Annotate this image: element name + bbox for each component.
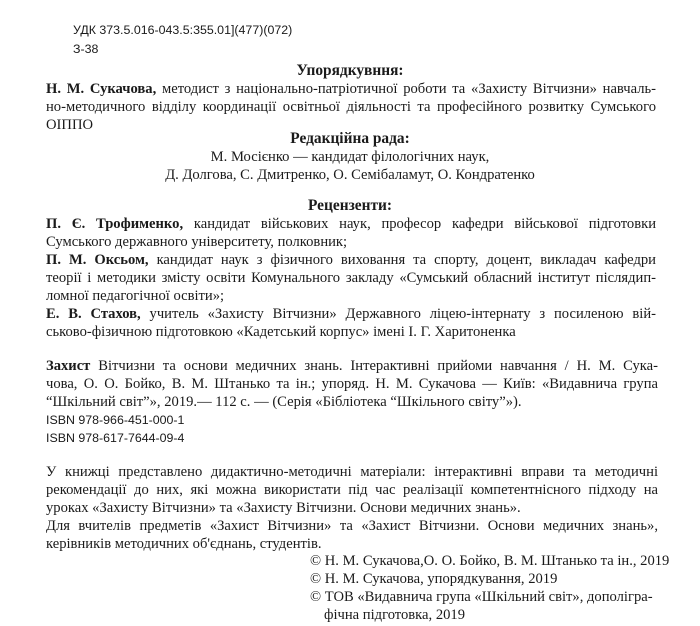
reviewer-1-role: кандидат військових наук, професор кафедри військової підготовки [193,216,656,232]
compiler-heading: Упорядкувння: [296,62,404,79]
catalog-line-1 [46,357,658,375]
isbn-1: ISBN 978-966-451-000-1 [46,413,185,427]
catalog-line-2: чова, О. О. Бойко, В. М. Штанько та ін.; упоряд. Н. М. Сукачова — Київ: «Видавнича група [46,376,658,392]
reviewer-3-role: учитель «Захисту Вітчизни» Державного ліцею-інтернату з посиленою вій- [149,306,656,322]
annotation-line-3: уроках «Захисту Вітчизни» та «Захисту Вітчизни. Основи медичних знань». [46,500,521,516]
reviewer-2-name: П. М. Оксьом, [46,252,149,268]
reviewer-2-line-1 [46,251,656,269]
reviewer-3-line-2: ськово-фізичною підготовкою «Кадетський корпус» імені І. Г. Харитоненка [46,324,516,340]
board-line-1: М. Мосієнко — кандидат філологічних наук, [210,149,490,165]
board-line-2: Д. Долгова, С. Дмитренко, О. Семібаламут, О. Кондратенко [165,167,535,183]
compiler-line-2: но-методичного відділу координації освітньої діяльності та професійного розвитку Сумського ОІППО [46,99,656,133]
reviewer-2-line-2: теорії і методики змісту освіти Комунального закладу «Сумський обласний інститут післядип- [46,270,656,286]
reviewer-2-line-3: ломної педагогічної освіти»; [46,288,225,304]
copyright-line-4: фічна підготовка, 2019 [324,607,466,623]
reviewer-1-line-2: Сумського державного університету, полковник; [46,234,348,250]
catalog-line-3: “Шкільний світ”», 2019.— 112 с. — (Серія «Бібліотека “Шкільного світу”»). [46,394,522,410]
annotation-line-1: У книжці представлено дидактично-методичні матеріали: інтерактивні вправи та методичні [46,464,658,480]
compiler-line-1 [46,80,656,98]
annotation-line-2: рекомендації до них, які можна використати під час реалізації компетентнісного підходу на [46,482,658,498]
isbn-2: ISBN 978-617-7644-09-4 [46,431,185,445]
reviewer-1-name: П. Є. Трофименко, [46,216,184,232]
compiler-role: методист з національно-патріотичної роботи та «Захисту Вітчизни» навчаль- [162,81,656,97]
catalog-title-word: Захист [46,358,91,374]
copyright-line-3: © ТОВ «Видавнича група «Шкільний світ», дополігра- [310,589,653,605]
author-mark: З-38 [73,42,99,56]
reviewer-3-line-1 [46,305,656,323]
reviewers-heading: Рецензенти: [307,197,393,214]
annotation-line-5: керівників методичних об'єднань, студентів. [46,536,322,552]
catalog-title-rest: Вітчизни та основи медичних знань. Інтерактивні прийоми навчання / Н. М. Сука- [98,358,659,374]
udk-code: УДК 373.5.016-043.5:355.01](477)(072) [73,23,293,37]
reviewer-1-line-1 [46,215,656,233]
annotation-line-4: Для вчителів предметів «Захист Вітчизни» та «Захист Вітчизни. Основи медичних знань», [46,518,658,534]
reviewer-3-name: Е. В. Стахов, [46,306,141,322]
copyright-line-1: © Н. М. Сукачова,О. О. Бойко, В. М. Штанько та ін., 2019 [310,553,670,569]
reviewer-2-role: кандидат наук з фізичного виховання та спорту, доцент, викладач кафедри [156,252,656,268]
copyright-line-2: © Н. М. Сукачова, упорядкування, 2019 [310,571,558,587]
compiler-name: Н. М. Сукачова, [46,81,157,97]
board-heading: Редакційна рада: [290,130,410,147]
